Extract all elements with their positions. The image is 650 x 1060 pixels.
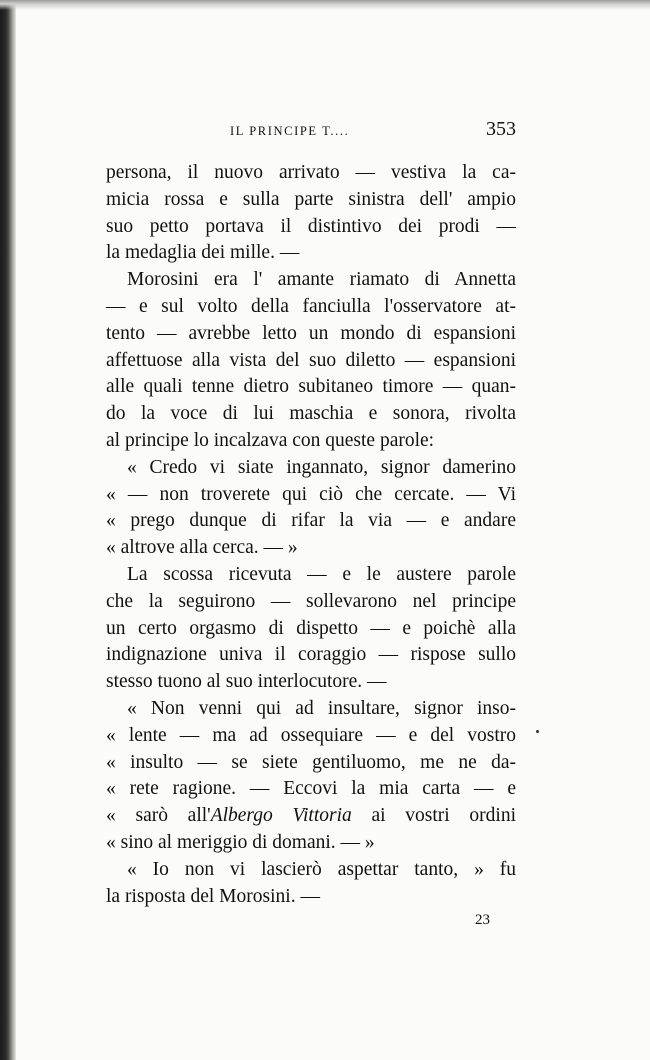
page-binding-edge <box>0 0 16 1060</box>
text-line: « insulto — se siete gentiluomo, me ne da- <box>106 751 516 773</box>
text-line: « Non venni qui ad insultare, signor inso- <box>127 697 516 719</box>
text-line: « rete ragione. — Eccovi la mia carta — e <box>106 778 516 800</box>
text-segment: « sarò all' <box>106 805 211 827</box>
text-line: indignazione univa il coraggio — rispose sullo <box>106 644 516 666</box>
text-line: — e sul volto della fanciulla l'osservatore at- <box>106 295 516 317</box>
text-line: « Io non vi lascierò aspettar tanto, » fu <box>127 858 516 880</box>
text-line: suo petto portava il distintivo dei prodi — <box>106 215 516 237</box>
text-line-with-italic <box>106 803 516 830</box>
running-head: IL PRINCIPE T.... <box>230 124 350 138</box>
text-line: « lente — ma ad ossequiare — e del vostro <box>106 724 516 746</box>
text-line: La scossa ricevuta — e le austere parole <box>127 563 516 585</box>
text-line: alle quali tenne dietro subitaneo timore — quan- <box>106 376 516 398</box>
text-line: « prego dunque di rifar la via — e andare <box>106 510 516 532</box>
signature-mark: 23 <box>475 912 490 928</box>
text-line: affettuose alla vista del suo diletto — espansioni <box>106 349 516 371</box>
italic-hotel-name: Albergo Vittoria <box>210 805 352 827</box>
body-text <box>106 160 516 910</box>
text-segment: ai vostri ordini <box>351 805 516 827</box>
text-line: Morosini era l' amante riamato di Annetta <box>127 269 516 291</box>
page-top-edge <box>0 0 650 10</box>
text-line: al principe lo incalzava con queste parole: <box>106 429 435 451</box>
ink-speck <box>536 730 539 733</box>
text-line: « — non troverete qui ciò che cercate. — Vi <box>106 483 516 505</box>
page-header <box>106 118 516 144</box>
page-number: 353 <box>486 118 516 140</box>
text-line: « altrove alla cerca. — » <box>106 537 298 559</box>
text-line: la risposta del Morosini. — <box>106 885 320 907</box>
text-line: tento — avrebbe letto un mondo di espansioni <box>106 322 516 344</box>
text-line: « Credo vi siate ingannato, signor damerino <box>127 456 516 478</box>
text-line: un certo orgasmo di dispetto — e poichè alla <box>106 617 516 639</box>
text-line: persona, il nuovo arrivato — vestiva la ca- <box>106 162 516 183</box>
text-line: stesso tuono al suo interlocutore. — <box>106 671 387 693</box>
text-line: do la voce di lui maschia e sonora, rivolta <box>106 403 516 425</box>
text-line: la medaglia dei mille. — <box>106 242 300 264</box>
text-line: che la seguirono — sollevarono nel principe <box>106 590 516 612</box>
text-line: « sino al meriggio di domani. — » <box>106 831 375 853</box>
text-line: micia rossa e sulla parte sinistra dell' ampio <box>106 188 516 210</box>
